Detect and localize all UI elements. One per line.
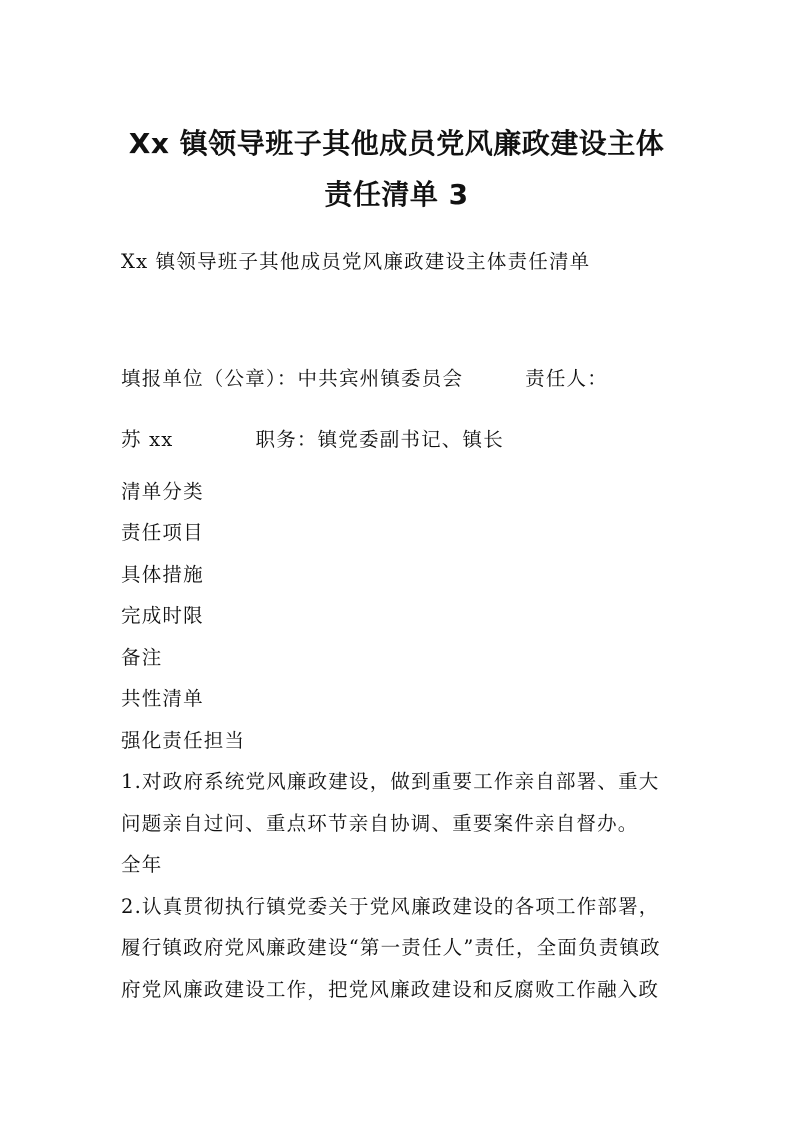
- document-title-line-2: 责任清单 3: [324, 178, 469, 211]
- filing-unit: 填报单位（公章）：中共宾州镇委员会: [121, 367, 464, 390]
- item-1-line-2: 问题亲自过问、重点环节亲自协调、重要案件亲自督办。: [121, 812, 639, 835]
- header-list-category: 清单分类: [121, 480, 204, 503]
- item-2-line-3: 府党风廉政建设工作，把党风廉政建设和反腐败工作融入政: [121, 978, 660, 1001]
- document-title-line-1: Xx 镇领导班子其他成员党风廉政建设主体: [128, 127, 665, 160]
- project-strengthen-responsibility: 强化责任担当: [121, 729, 246, 752]
- item-2-line-2: 履行镇政府党风廉政建设“第一责任人”责任，全面负责镇政: [121, 936, 661, 959]
- header-deadline: 完成时限: [121, 604, 204, 627]
- responsible-label: 责任人：: [525, 367, 608, 390]
- item-2-line-1: 2.认真贯彻执行镇党委关于党风廉政建设的各项工作部署，: [121, 895, 660, 918]
- filing-row: [121, 364, 608, 394]
- item-1-line-1: 1.对政府系统党风廉政建设，做到重要工作亲自部署、重大: [121, 770, 660, 793]
- position-text: 职务：镇党委副书记、镇长: [255, 428, 504, 451]
- responsible-name: 苏 xx: [121, 428, 174, 451]
- item-1-deadline: 全年: [121, 853, 163, 876]
- document-subtitle: Xx 镇领导班子其他成员党风廉政建设主体责任清单: [121, 250, 591, 273]
- category-common-list: 共性清单: [121, 687, 204, 710]
- header-remarks: 备注: [121, 646, 163, 669]
- header-specific-measures: 具体措施: [121, 563, 204, 586]
- responsible-row: [121, 425, 504, 455]
- header-responsibility-project: 责任项目: [121, 521, 204, 544]
